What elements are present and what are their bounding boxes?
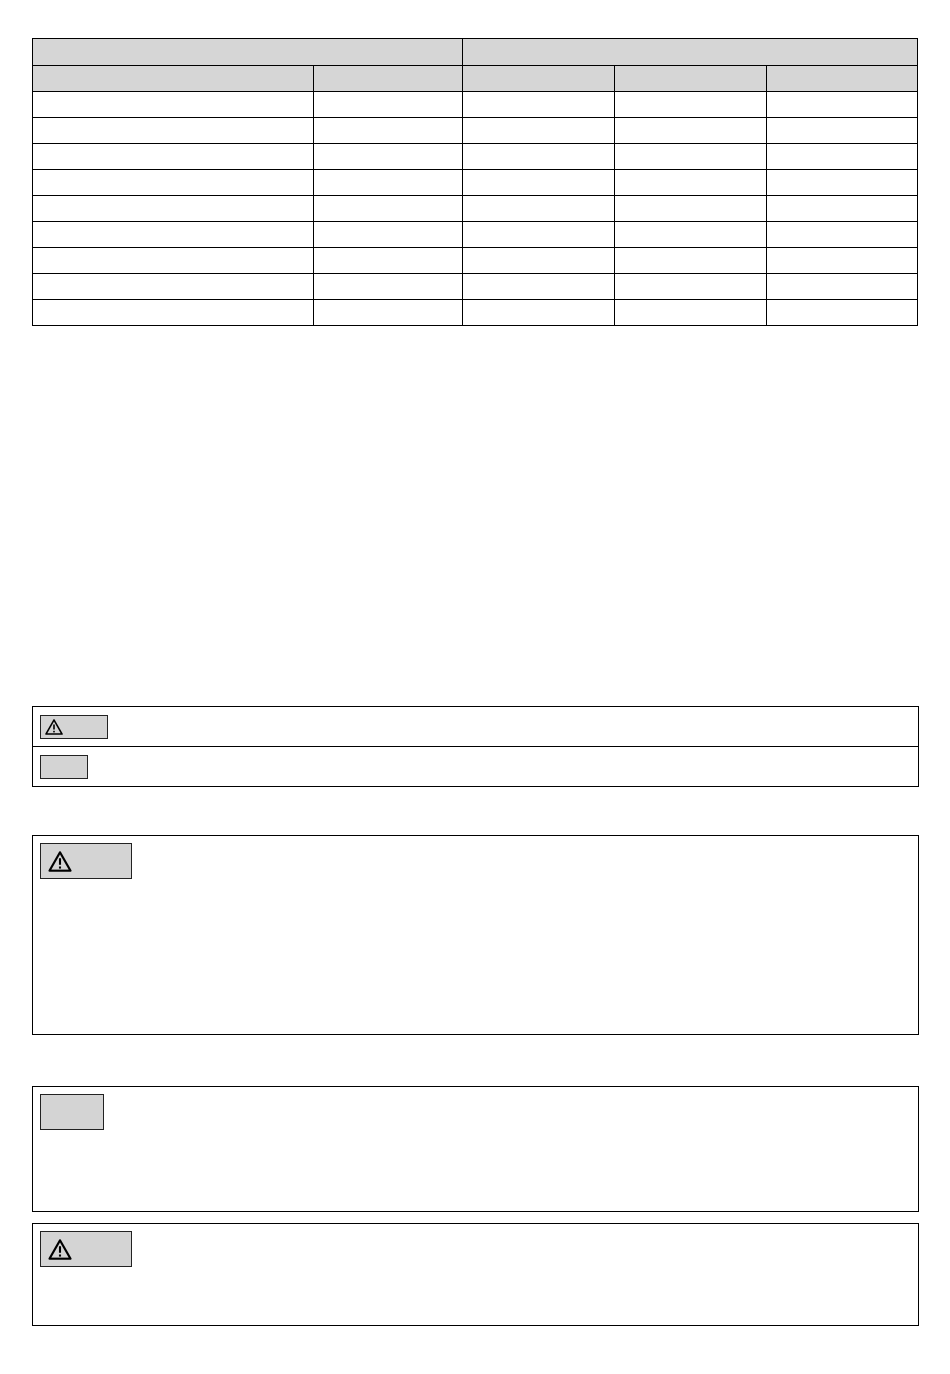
table-cell [463,248,615,274]
table-cell [615,196,767,222]
table-cell [463,92,615,118]
table-cell [314,248,463,274]
table-cell [33,274,314,300]
table-cell [615,144,767,170]
table-cell [33,300,314,326]
column-header-cell [615,66,767,92]
group-header-cell [463,39,918,66]
note-label [40,1094,104,1130]
table-cell [615,118,767,144]
table-cell [314,144,463,170]
table-cell [33,92,314,118]
table-cell [767,222,918,248]
box-divider [33,746,918,747]
warning-box [32,1223,919,1326]
table-cell [615,222,767,248]
table-row [33,170,918,196]
table-row [33,196,918,222]
table-cell [767,274,918,300]
table-cell [767,144,918,170]
table-cell [615,92,767,118]
spec-table [32,38,918,326]
column-header-cell [33,66,314,92]
warning-label [40,1231,132,1267]
table-cell [33,196,314,222]
table-cell [314,300,463,326]
table-cell [463,222,615,248]
table-row [33,222,918,248]
table-cell [767,118,918,144]
table-row [33,144,918,170]
table-cell [463,274,615,300]
table-cell [314,170,463,196]
table-cell [767,196,918,222]
table-cell [767,300,918,326]
note-box [32,1086,919,1212]
table-cell [314,196,463,222]
column-header-cell [463,66,615,92]
column-header-cell [767,66,918,92]
table-cell [314,118,463,144]
warning-triangle-icon [45,719,63,735]
table-cell [615,300,767,326]
table-cell [33,248,314,274]
warning-triangle-icon [48,1239,72,1260]
warning-triangle-icon [48,851,72,872]
note-label [40,755,88,779]
table-cell [463,118,615,144]
table-cell [767,92,918,118]
table-cell [33,144,314,170]
table-row [33,118,918,144]
table-row [33,274,918,300]
warning-note-box [32,706,919,787]
table-row [33,248,918,274]
column-header-cell [314,66,463,92]
table-group-header-row [33,39,918,66]
table-cell [33,118,314,144]
table-column-header-row [33,66,918,92]
table-cell [463,196,615,222]
table-cell [463,170,615,196]
warning-label [40,843,132,879]
table-cell [615,248,767,274]
table-cell [314,92,463,118]
warning-label [40,715,108,739]
group-header-cell [33,39,463,66]
table-cell [767,248,918,274]
table-cell [33,170,314,196]
table-cell [33,222,314,248]
table-row [33,300,918,326]
table-cell [314,274,463,300]
warning-box [32,835,919,1035]
table-cell [314,222,463,248]
table-cell [615,274,767,300]
table-cell [463,300,615,326]
table-cell [463,144,615,170]
table-row [33,92,918,118]
table-cell [615,170,767,196]
table-cell [767,170,918,196]
